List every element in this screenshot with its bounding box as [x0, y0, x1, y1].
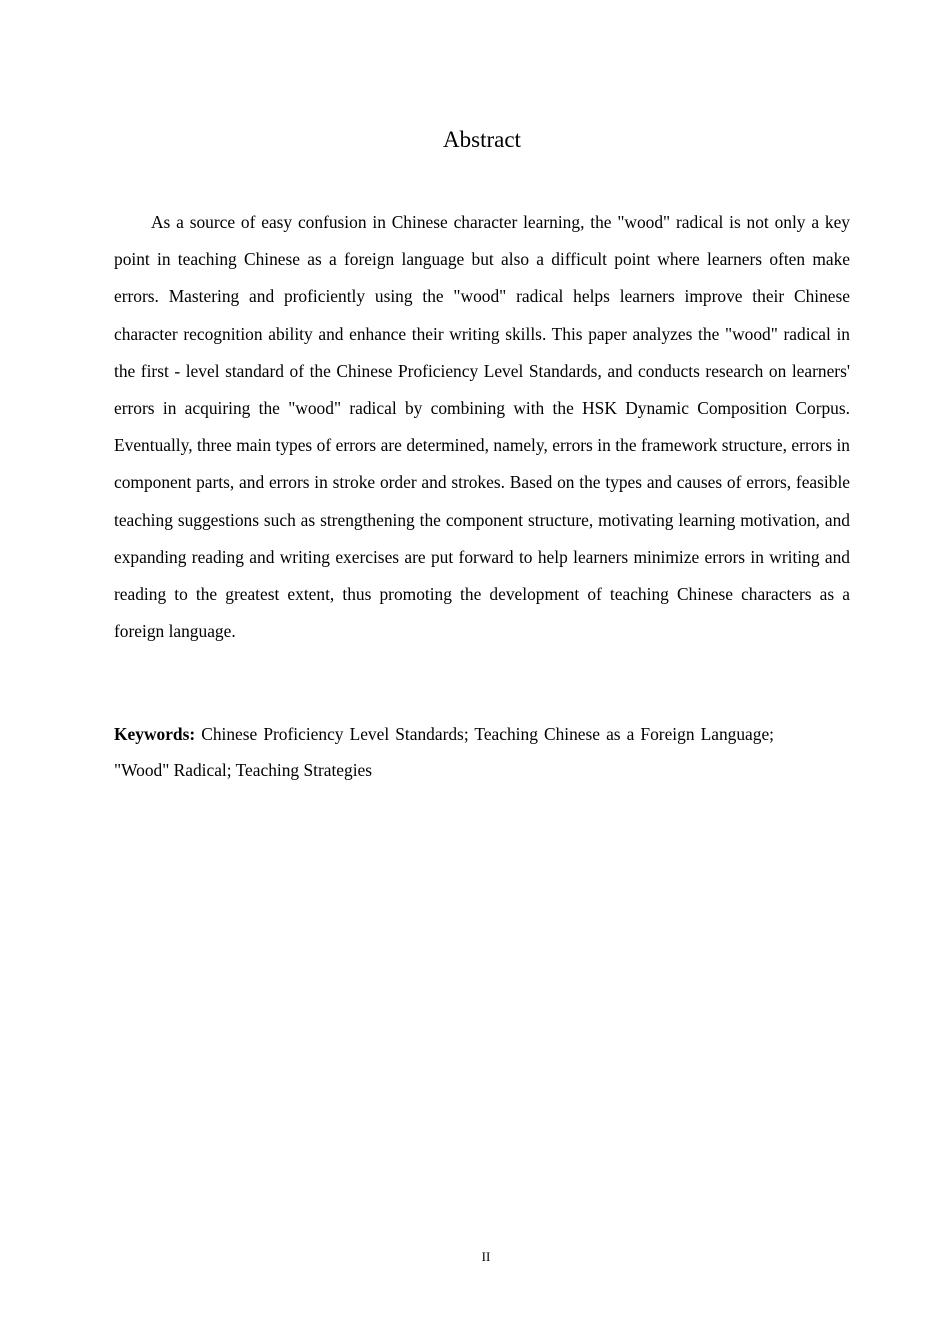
- abstract-body: As a source of easy confusion in Chinese character learning, the "wood" radical is not only a key point in teaching Chinese as a foreign language but also a difficult point where learners often make errors. Mastering and proficiently using the "wood" radical helps learners improve their Chinese character recognition ability and enhance their writing skills. This paper analyzes the "wood" radical in the first - level standard of the Chinese Proficiency Level Standards, and conducts research on learners' errors in acquiring the "wood" radical by combining with the HSK Dynamic Composition Corpus. Eventually, three main types of errors are determined, namely, errors in the framework structure, errors in component parts, and errors in stroke order and strokes. Based on the types and causes of errors, feasible teaching suggestions such as strengthening the component structure, motivating learning motivation, and expanding reading and writing exercises are put forward to help learners minimize errors in writing and reading to the greatest extent, thus promoting the development of teaching Chinese characters as a foreign language.: [114, 212, 850, 642]
- abstract-title: Abstract: [443, 127, 521, 152]
- keywords-label: Keywords:: [114, 724, 196, 744]
- keywords-paragraph: [114, 716, 774, 788]
- page-number: II: [481, 1249, 491, 1264]
- keywords-text: Chinese Proficiency Level Standards; Teaching Chinese as a Foreign Language; "Wood" Radical; Teaching Strategies: [114, 724, 774, 780]
